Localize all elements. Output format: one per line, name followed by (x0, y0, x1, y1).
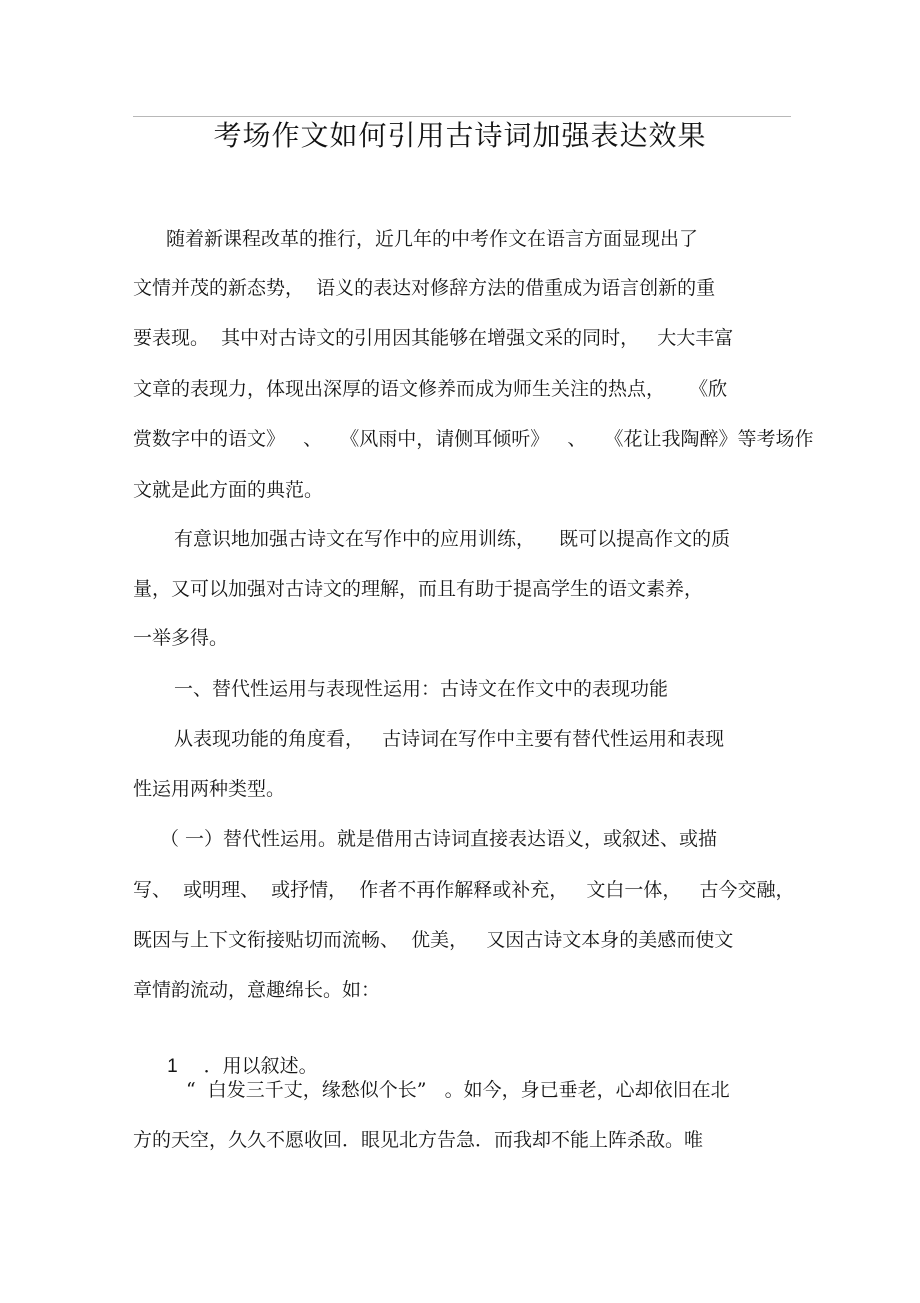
quote-paragraph-line-2: 方的天空，久久不愿收回．眼见北方告急．而我却不能上阵杀敌。唯 (133, 1129, 704, 1151)
quote-paragraph-line-1: “ 白发三千丈，缘愁似个长” 。如今，身已垂老，心却依旧在北 (186, 1079, 730, 1101)
paragraph-1-line-3: 要表现。 其中对古诗文的引用因其能够在增强文采的同时， 大大丰富 (133, 327, 734, 349)
paragraph-4-line-4: 章情韵流动，意趣绵长。如： (133, 979, 381, 1001)
list-item-1 (155, 1027, 318, 1080)
paragraph-4-line-3: 既因与上下文衔接贴切而流畅、 优美， 又因古诗文本身的美感而使文 (133, 929, 734, 951)
paragraph-2-line-1: 有意识地加强古诗文在写作中的应用训练， 既可以提高作文的质 (174, 528, 731, 550)
list-item-text: ．用以叙述。 (203, 1055, 318, 1077)
paragraph-1-line-4: 文章的表现力，体现出深厚的语文修养而成为师生关注的热点， 《欣 (133, 378, 728, 400)
list-item-number: 1 (167, 1056, 178, 1077)
paragraph-3-line-1: 从表现功能的角度看， 古诗词在写作中主要有替代性运用和表现 (174, 728, 725, 750)
document-title: 考场作文如何引用古诗词加强表达效果 (213, 119, 707, 152)
paragraph-1-line-2: 文情并茂的新态势， 语义的表达对修辞方法的借重成为语言创新的重 (133, 277, 716, 299)
paragraph-4-line-2: 写、 或明理、 或抒情， 作者不再作解释或补充， 文白一体， 古今交融， (133, 879, 795, 901)
paragraph-1-line-5: 赏数字中的语文》 、 《风雨中，请侧耳倾听》 、 《花让我陶醉》等考场作 (133, 428, 814, 450)
paragraph-2-line-3: 一举多得。 (133, 627, 229, 649)
section-heading: 一、替代性运用与表现性运用：古诗文在作文中的表现功能 (174, 678, 669, 700)
paragraph-1-line-6: 文就是此方面的典范。 (133, 479, 324, 501)
paragraph-1-line-1: 随着新课程改革的推行，近几年的中考作文在语言方面显现出了 (166, 228, 699, 250)
paragraph-3-line-2: 性运用两种类型。 (133, 778, 286, 800)
paragraph-2-line-2: 量，又可以加强对古诗文的理解，而且有助于提高学生的语文素养， (133, 578, 704, 600)
paragraph-4-line-1: （ 一）替代性运用。就是借用古诗词直接表达语义，或叙述、或描 (160, 828, 718, 850)
